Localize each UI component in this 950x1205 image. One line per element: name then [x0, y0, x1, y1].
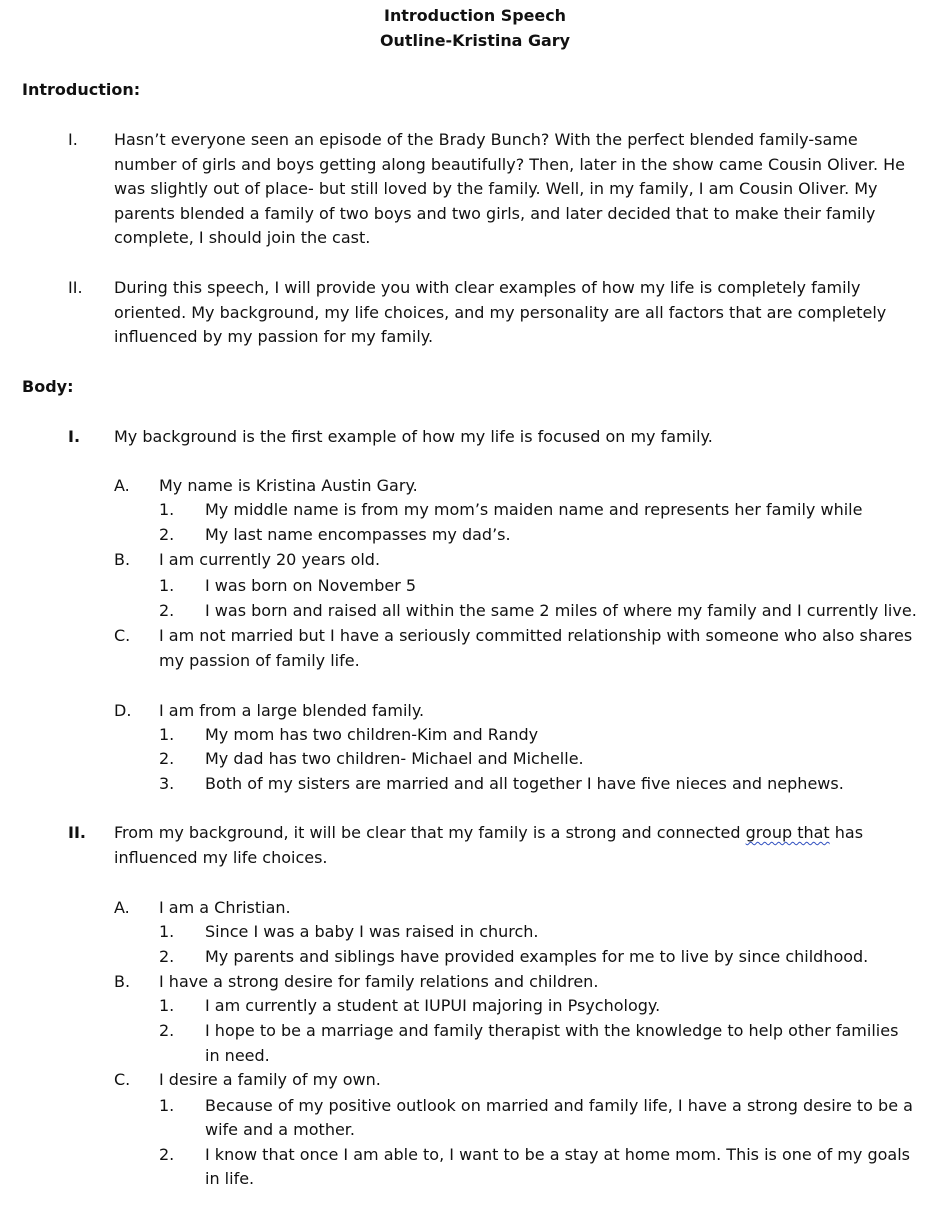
body-ii-b1-marker: 1.: [159, 996, 175, 1015]
body-i-a2-marker: 2.: [159, 525, 175, 544]
body-i-marker: I.: [68, 427, 81, 446]
body-i-b2-marker: 2.: [159, 601, 175, 620]
body-i-c-line: I am not married but I have a seriously committed relationship with someone who also shares: [159, 626, 913, 645]
body-i-c-marker: C.: [114, 626, 131, 645]
body-ii-a1-text: Since I was a baby I was raised in church.: [205, 922, 539, 941]
body-ii-a1-marker: 1.: [159, 922, 175, 941]
body-i-a1-marker: 1.: [159, 500, 175, 519]
body-ii-a-text: I am a Christian.: [159, 898, 291, 917]
body-i-a-marker: A.: [114, 476, 130, 495]
body-heading: Body:: [22, 377, 74, 396]
body-i-d1-marker: 1.: [159, 725, 175, 744]
body-ii-marker: II.: [68, 823, 86, 842]
body-i-c-line: my passion of family life.: [159, 651, 360, 670]
body-i-text: My background is the first example of how my life is focused on my family.: [114, 427, 713, 446]
intro-i-line: was slightly out of place- but still loved by the family. Well, in my family, I am Cousin Oliver. My: [114, 179, 878, 198]
body-ii-b2-line: in need.: [205, 1046, 270, 1065]
document-title: Introduction Speech: [384, 6, 566, 25]
body-i-d-marker: D.: [114, 701, 132, 720]
body-i-d1-text: My mom has two children-Kim and Randy: [205, 725, 539, 744]
body-i-d2-text: My dad has two children- Michael and Michelle.: [205, 749, 584, 768]
body-ii-c1-marker: 1.: [159, 1096, 175, 1115]
intro-ii-marker: II.: [68, 278, 83, 297]
body-i-d2-marker: 2.: [159, 749, 175, 768]
body-i-b1-text: I was born on November 5: [205, 576, 417, 595]
body-ii-line: [114, 823, 863, 843]
body-i-b2-text: I was born and raised all within the same 2 miles of where my family and I currently live.: [205, 601, 917, 620]
intro-ii-line: influenced by my passion for my family.: [114, 327, 434, 346]
body-ii-a2-marker: 2.: [159, 947, 175, 966]
body-i-a2-text: My last name encompasses my dad’s.: [205, 525, 511, 544]
body-ii-a-marker: A.: [114, 898, 130, 917]
intro-i-line: parents blended a family of two boys and two girls, and later decided that to make their family: [114, 204, 876, 223]
body-ii-b-text: I have a strong desire for family relations and children.: [159, 972, 599, 991]
body-ii-a2-text: My parents and siblings have provided examples for me to live by since childhood.: [205, 947, 869, 966]
body-ii-c-text: I desire a family of my own.: [159, 1070, 381, 1089]
body-i-a1-text: My middle name is from my mom’s maiden name and represents her family while: [205, 500, 863, 519]
body-ii-c-marker: C.: [114, 1070, 131, 1089]
body-i-b1-marker: 1.: [159, 576, 175, 595]
body-i-d3-text: Both of my sisters are married and all together I have five nieces and nephews.: [205, 774, 844, 793]
intro-i-line: complete, I should join the cast.: [114, 228, 371, 247]
body-i-b-text: I am currently 20 years old.: [159, 550, 381, 569]
document-subtitle: Outline-Kristina Gary: [380, 31, 570, 50]
intro-i-marker: I.: [68, 130, 78, 149]
body-i-d3-marker: 3.: [159, 774, 175, 793]
body-ii-c1-line: wife and a mother.: [205, 1120, 355, 1139]
body-ii-c2-marker: 2.: [159, 1145, 175, 1164]
body-ii-b2-marker: 2.: [159, 1021, 175, 1040]
body-ii-b-marker: B.: [114, 972, 131, 991]
body-ii-c2-line: I know that once I am able to, I want to be a stay at home mom. This is one of my goals: [205, 1145, 910, 1164]
body-i-b-marker: B.: [114, 550, 131, 569]
intro-i-line: number of girls and boys getting along beautifully? Then, later in the show came Cousin Oliver. He: [114, 155, 906, 174]
intro-ii-line: oriented. My background, my life choices, and my personality are all factors that are completely: [114, 303, 887, 322]
body-ii-c2-line: in life.: [205, 1169, 255, 1188]
body-ii-line1-start: From my background, it will be clear that my family is a strong and connected: [114, 823, 746, 842]
body-ii-b2-line: I hope to be a marriage and family therapist with the knowledge to help other families: [205, 1021, 899, 1040]
body-ii-line: influenced my life choices.: [114, 848, 328, 867]
body-ii-b1-text: I am currently a student at IUPUI majoring in Psychology.: [205, 996, 661, 1015]
body-ii-line1-end: has: [829, 823, 864, 842]
grammar-flag[interactable]: group that: [745, 823, 830, 842]
intro-i-line: Hasn’t everyone seen an episode of the Brady Bunch? With the perfect blended family-same: [114, 130, 858, 149]
body-ii-c1-line: Because of my positive outlook on married and family life, I have a strong desire to be a: [205, 1096, 913, 1115]
body-i-d-text: I am from a large blended family.: [159, 701, 425, 720]
body-i-a-text: My name is Kristina Austin Gary.: [159, 476, 418, 495]
intro-ii-line: During this speech, I will provide you with clear examples of how my life is completely family: [114, 278, 861, 297]
introduction-heading: Introduction:: [22, 80, 141, 99]
